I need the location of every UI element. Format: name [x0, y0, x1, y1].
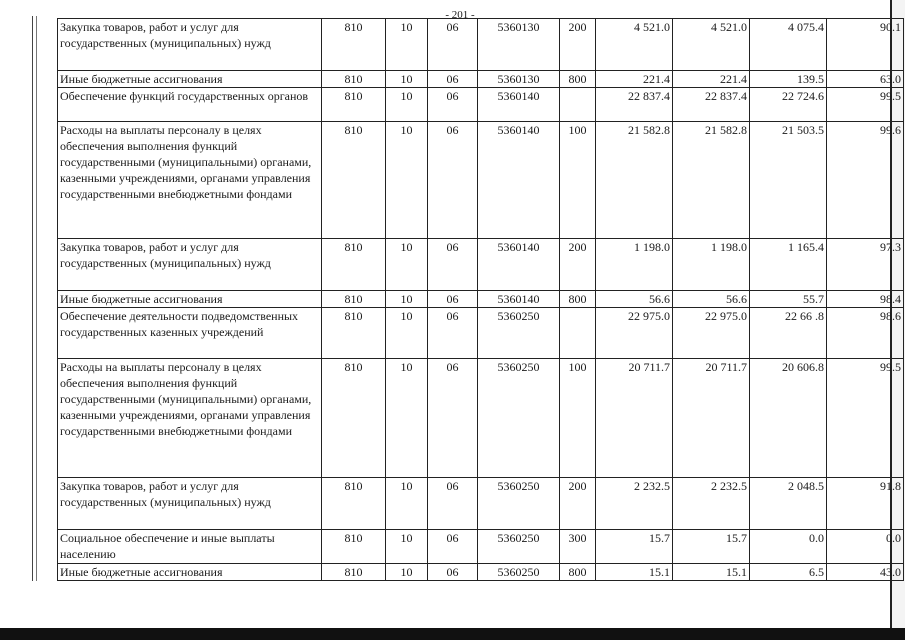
percent-cell: 0.0 [827, 530, 904, 564]
section-code: 10 [386, 19, 428, 71]
table-row [58, 71, 904, 88]
target-article-code: 5360250 [478, 359, 560, 478]
subsection-code: 06 [428, 359, 478, 478]
table-row [58, 19, 904, 71]
scan-border [0, 628, 905, 640]
value-cell: 56.6 [596, 291, 673, 308]
subsection-code: 06 [428, 478, 478, 530]
table-row [58, 88, 904, 122]
ministry-code: 810 [322, 308, 386, 359]
target-article-code: 5360140 [478, 122, 560, 239]
value-cell: 15.1 [596, 564, 673, 581]
row-description: Иные бюджетные ассигнования [58, 564, 322, 581]
page-number: - 201 - [445, 9, 475, 21]
expense-type-code: 200 [560, 239, 596, 291]
target-article-code: 5360130 [478, 71, 560, 88]
percent-cell: 99.5 [827, 359, 904, 478]
value-cell: 21 582.8 [596, 122, 673, 239]
row-description: Иные бюджетные ассигнования [58, 291, 322, 308]
target-article-code: 5360250 [478, 478, 560, 530]
table-row [58, 291, 904, 308]
row-description: Расходы на выплаты персоналу в целях обеспечения выполнения функций государственными (муниципальными) органами, казенными учреждениями, органами управления государственными внебюджетными фондами [58, 359, 322, 478]
target-article-code: 5360250 [478, 308, 560, 359]
value-cell: 21 582.8 [673, 122, 750, 239]
margin-line [32, 16, 33, 581]
value-cell: 221.4 [596, 71, 673, 88]
ministry-code: 810 [322, 239, 386, 291]
expense-type-code: 200 [560, 19, 596, 71]
row-description: Закупка товаров, работ и услуг для государственных (муниципальных) нужд [58, 19, 322, 71]
ministry-code: 810 [322, 530, 386, 564]
ministry-code: 810 [322, 291, 386, 308]
section-code: 10 [386, 308, 428, 359]
table-row [58, 359, 904, 478]
subsection-code: 06 [428, 88, 478, 122]
value-cell: 2 232.5 [673, 478, 750, 530]
percent-cell: 63.0 [827, 71, 904, 88]
margin-line [36, 16, 37, 581]
percent-cell: 97.3 [827, 239, 904, 291]
subsection-code: 06 [428, 19, 478, 71]
subsection-code: 06 [428, 71, 478, 88]
section-code: 10 [386, 122, 428, 239]
subsection-code: 06 [428, 122, 478, 239]
value-cell: 21 503.5 [750, 122, 827, 239]
row-description: Расходы на выплаты персоналу в целях обеспечения выполнения функций государственными (муниципальными) органами, казенными учреждениями, органами управления государственными внебюджетными фондами [58, 122, 322, 239]
value-cell: 4 521.0 [673, 19, 750, 71]
value-cell: 1 198.0 [596, 239, 673, 291]
percent-cell: 98.6 [827, 308, 904, 359]
expense-type-code: 800 [560, 71, 596, 88]
budget-table [57, 18, 904, 581]
value-cell: 20 711.7 [596, 359, 673, 478]
table-row [58, 564, 904, 581]
ministry-code: 810 [322, 359, 386, 478]
table-row [58, 478, 904, 530]
row-description: Закупка товаров, работ и услуг для государственных (муниципальных) нужд [58, 478, 322, 530]
value-cell: 56.6 [673, 291, 750, 308]
subsection-code: 06 [428, 564, 478, 581]
section-code: 10 [386, 239, 428, 291]
target-article-code: 5360130 [478, 19, 560, 71]
percent-cell: 90.1 [827, 19, 904, 71]
value-cell: 0.0 [750, 530, 827, 564]
value-cell: 22 66 .8 [750, 308, 827, 359]
value-cell: 6.5 [750, 564, 827, 581]
value-cell: 22 837.4 [673, 88, 750, 122]
expense-type-code: 800 [560, 564, 596, 581]
value-cell: 22 724.6 [750, 88, 827, 122]
value-cell: 15.7 [673, 530, 750, 564]
table-row [58, 239, 904, 291]
row-description: Закупка товаров, работ и услуг для государственных (муниципальных) нужд [58, 239, 322, 291]
target-article-code: 5360250 [478, 564, 560, 581]
value-cell: 4 075.4 [750, 19, 827, 71]
target-article-code: 5360250 [478, 530, 560, 564]
ministry-code: 810 [322, 564, 386, 581]
ministry-code: 810 [322, 88, 386, 122]
percent-cell: 43.0 [827, 564, 904, 581]
row-description: Обеспечение деятельности подведомственных государственных казенных учреждений [58, 308, 322, 359]
target-article-code: 5360140 [478, 88, 560, 122]
subsection-code: 06 [428, 291, 478, 308]
percent-cell: 98.4 [827, 291, 904, 308]
subsection-code: 06 [428, 308, 478, 359]
expense-type-code: 800 [560, 291, 596, 308]
percent-cell: 91.8 [827, 478, 904, 530]
expense-type-code [560, 308, 596, 359]
section-code: 10 [386, 564, 428, 581]
expense-type-code [560, 88, 596, 122]
section-code: 10 [386, 530, 428, 564]
value-cell: 55.7 [750, 291, 827, 308]
section-code: 10 [386, 291, 428, 308]
ministry-code: 810 [322, 122, 386, 239]
value-cell: 22 975.0 [596, 308, 673, 359]
expense-type-code: 200 [560, 478, 596, 530]
ministry-code: 810 [322, 478, 386, 530]
subsection-code: 06 [428, 239, 478, 291]
table-row [58, 308, 904, 359]
value-cell: 4 521.0 [596, 19, 673, 71]
percent-cell: 99.5 [827, 88, 904, 122]
target-article-code: 5360140 [478, 291, 560, 308]
value-cell: 1 198.0 [673, 239, 750, 291]
value-cell: 15.7 [596, 530, 673, 564]
expense-type-code: 100 [560, 359, 596, 478]
section-code: 10 [386, 359, 428, 478]
value-cell: 139.5 [750, 71, 827, 88]
value-cell: 1 165.4 [750, 239, 827, 291]
value-cell: 20 606.8 [750, 359, 827, 478]
value-cell: 22 975.0 [673, 308, 750, 359]
subsection-code: 06 [428, 530, 478, 564]
section-code: 10 [386, 478, 428, 530]
percent-cell: 99.6 [827, 122, 904, 239]
value-cell: 15.1 [673, 564, 750, 581]
value-cell: 2 232.5 [596, 478, 673, 530]
row-description: Обеспечение функций государственных органов [58, 88, 322, 122]
table-row [58, 122, 904, 239]
row-description: Иные бюджетные ассигнования [58, 71, 322, 88]
section-code: 10 [386, 88, 428, 122]
target-article-code: 5360140 [478, 239, 560, 291]
value-cell: 20 711.7 [673, 359, 750, 478]
value-cell: 221.4 [673, 71, 750, 88]
value-cell: 22 837.4 [596, 88, 673, 122]
section-code: 10 [386, 71, 428, 88]
row-description: Социальное обеспечение и иные выплаты населению [58, 530, 322, 564]
value-cell: 2 048.5 [750, 478, 827, 530]
ministry-code: 810 [322, 71, 386, 88]
table-row [58, 530, 904, 564]
expense-type-code: 100 [560, 122, 596, 239]
expense-type-code: 300 [560, 530, 596, 564]
ministry-code: 810 [322, 19, 386, 71]
